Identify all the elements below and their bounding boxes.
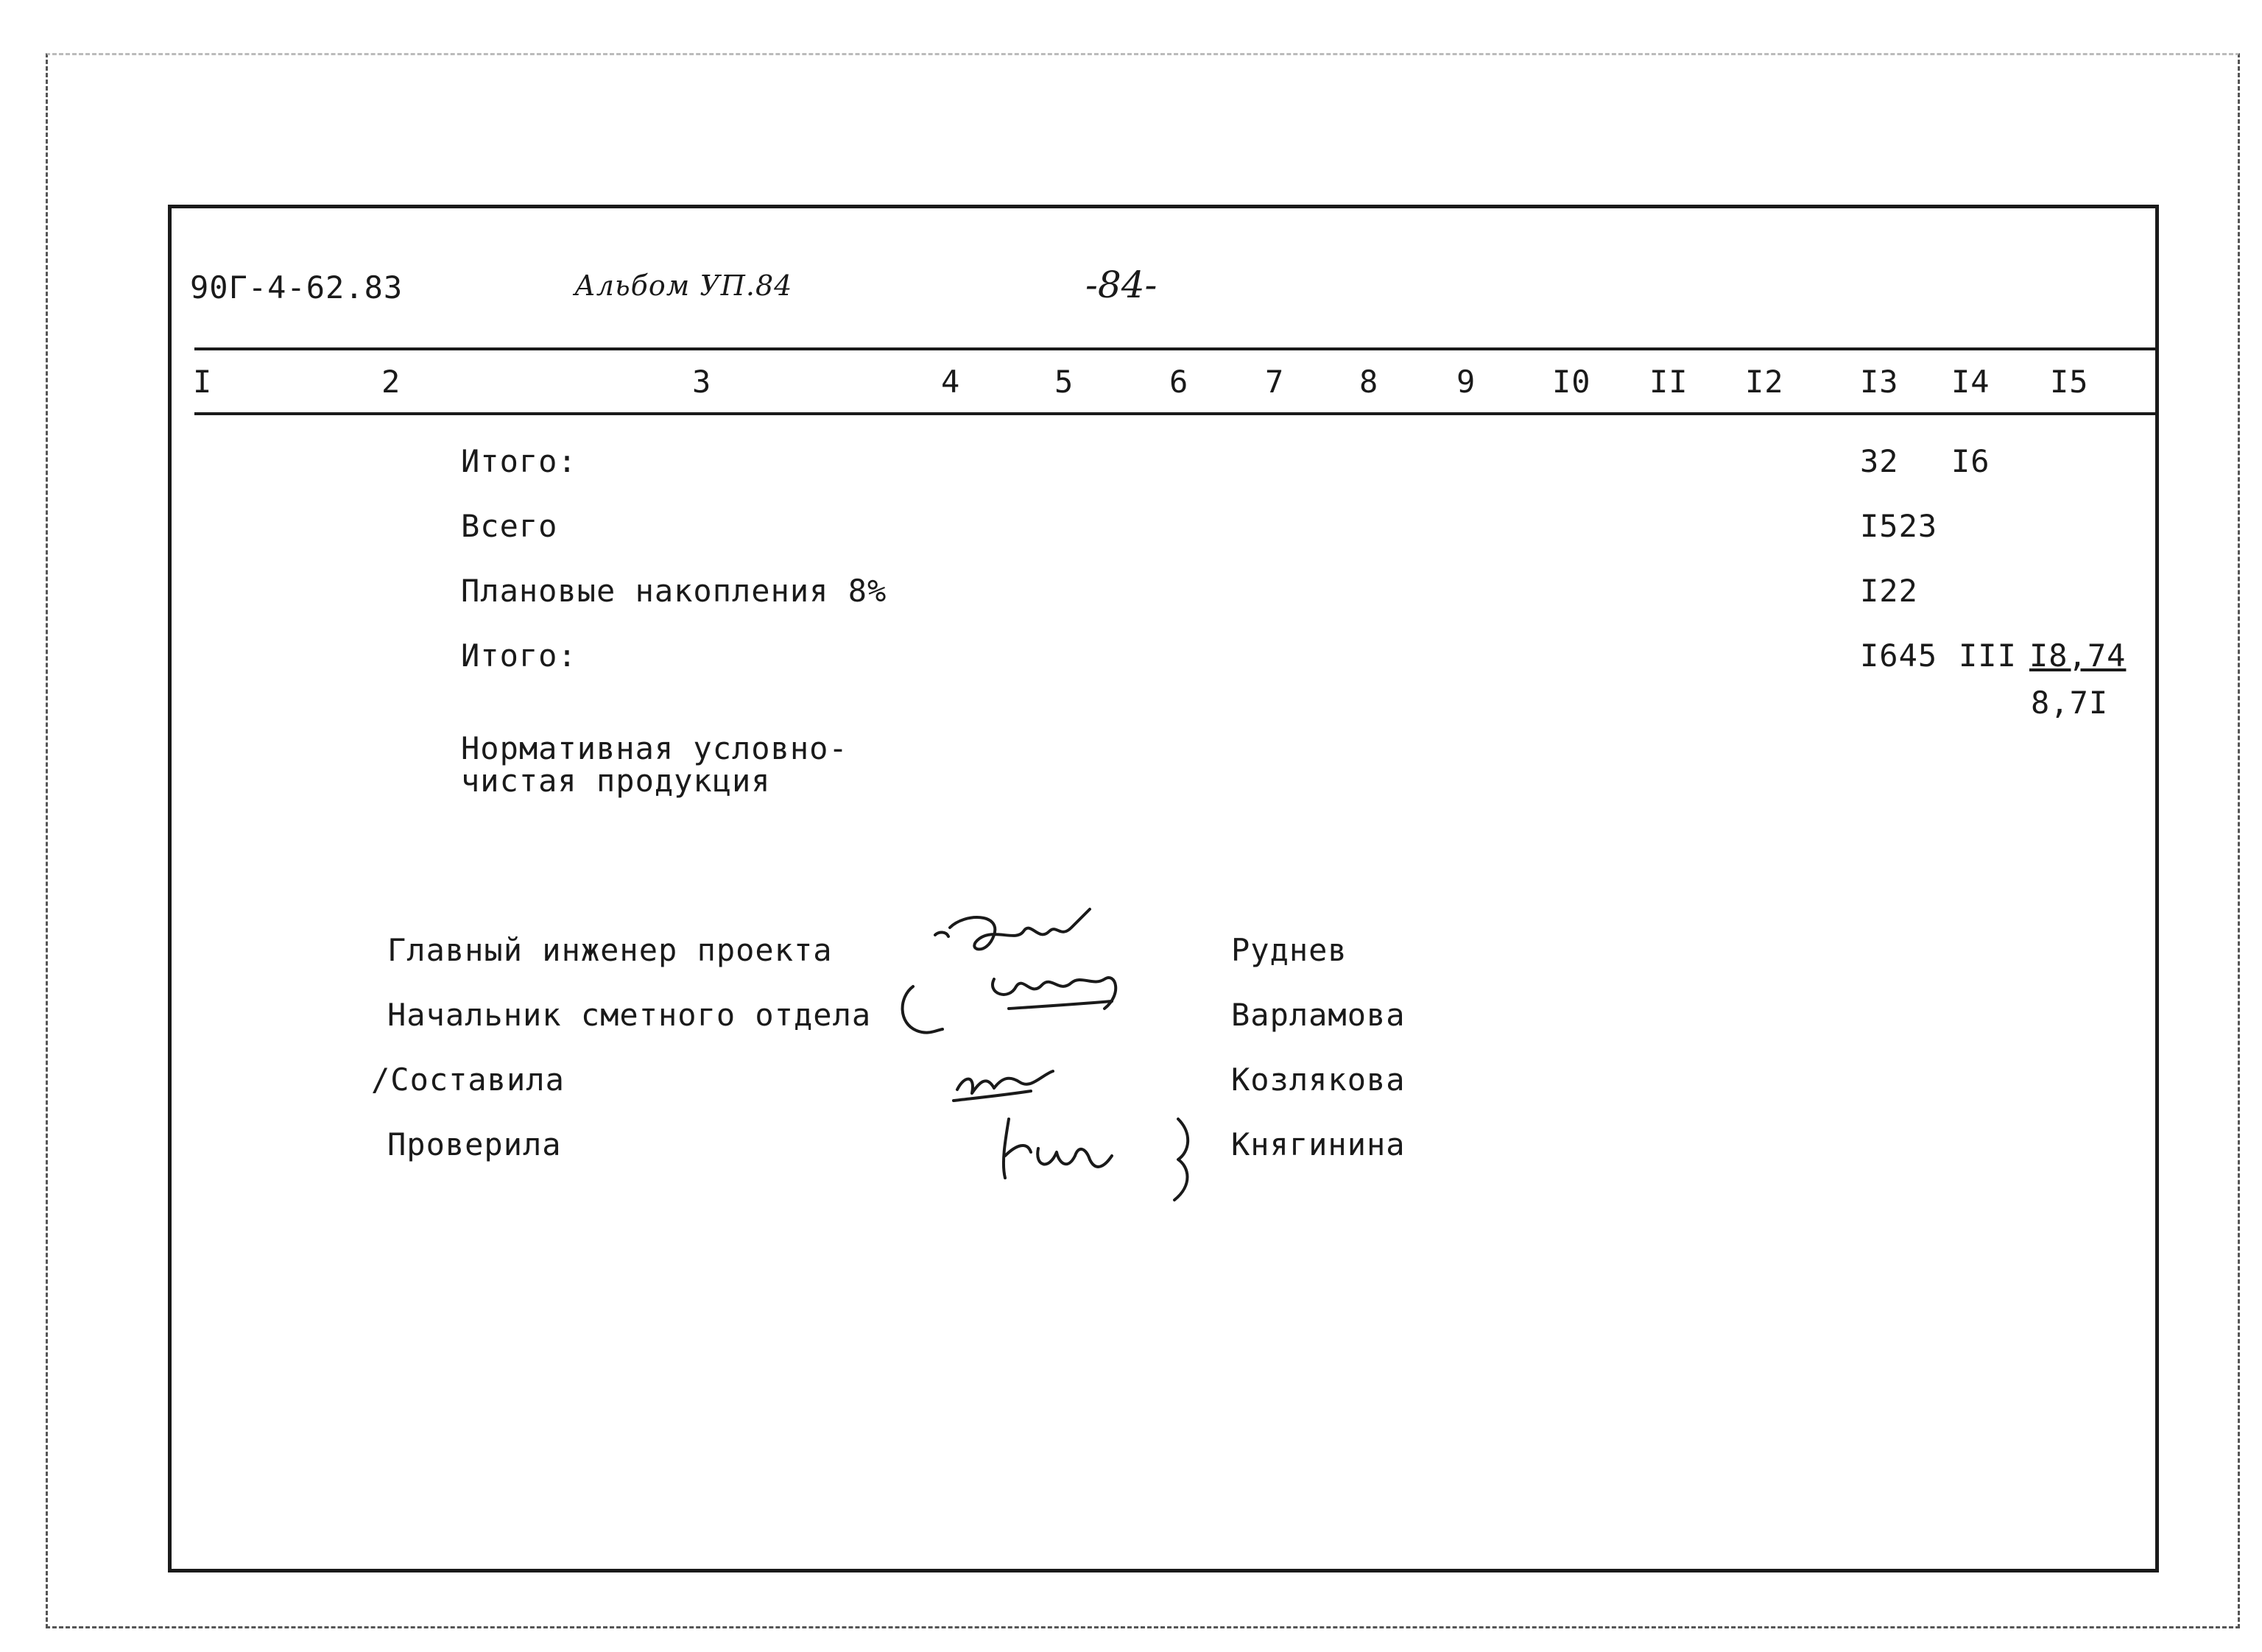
cell-col13: 32 — [1860, 443, 1899, 479]
normative-line-2: чистая продукция — [461, 763, 771, 799]
column-number: 3 — [692, 364, 712, 400]
column-number: I2 — [1745, 364, 1784, 400]
column-number: 7 — [1265, 364, 1285, 400]
cell-col13: I22 — [1860, 573, 1918, 609]
column-number: 8 — [1359, 364, 1379, 400]
cell-col13: I645 — [1860, 638, 1938, 674]
handwritten-signatures — [884, 898, 1222, 1207]
signature-name: Козлякова — [1231, 1062, 1406, 1098]
cell-col14: III — [1959, 638, 2017, 674]
row-label: Плановые накопления 8% — [461, 573, 887, 609]
column-number: 2 — [381, 364, 401, 400]
column-number: I5 — [2050, 364, 2089, 400]
column-number: I0 — [1552, 364, 1591, 400]
album-label: Альбом УП.84 — [574, 269, 793, 302]
row-label: Всего — [461, 508, 558, 544]
signature-role: Главный инженер проекта — [387, 932, 833, 968]
row-label: Итого: — [461, 638, 577, 674]
signature-name: Варламова — [1231, 997, 1406, 1033]
signature-role: Начальник сметного отдела — [387, 997, 872, 1033]
column-number: I3 — [1860, 364, 1899, 400]
cell-col15-top: I8,74 — [2029, 638, 2127, 674]
column-number: I4 — [1951, 364, 1990, 400]
form-border — [168, 205, 2159, 1572]
header-rule-bottom — [194, 412, 2159, 415]
normative-line-1: Нормативная условно- — [461, 730, 848, 766]
column-number: 9 — [1456, 364, 1476, 400]
cell-col15-bottom: 8,7I — [2031, 685, 2109, 721]
signature-role: Проверила — [387, 1126, 562, 1162]
column-number: 5 — [1054, 364, 1074, 400]
cell-col14: I6 — [1951, 443, 1990, 479]
signature-name: Руднев — [1231, 932, 1347, 968]
signature-role: /Составила — [371, 1062, 565, 1098]
row-label: Итого: — [461, 443, 577, 479]
document-code: 90Г-4-62.83 — [190, 269, 404, 306]
page-number: -84- — [1085, 264, 1158, 306]
column-number: II — [1649, 364, 1688, 400]
column-number: 6 — [1169, 364, 1189, 400]
cell-col13: I523 — [1860, 508, 1938, 544]
signature-name: Княгинина — [1231, 1126, 1406, 1162]
column-number: I — [193, 364, 213, 400]
column-number: 4 — [941, 364, 961, 400]
header-rule-top — [194, 347, 2159, 350]
